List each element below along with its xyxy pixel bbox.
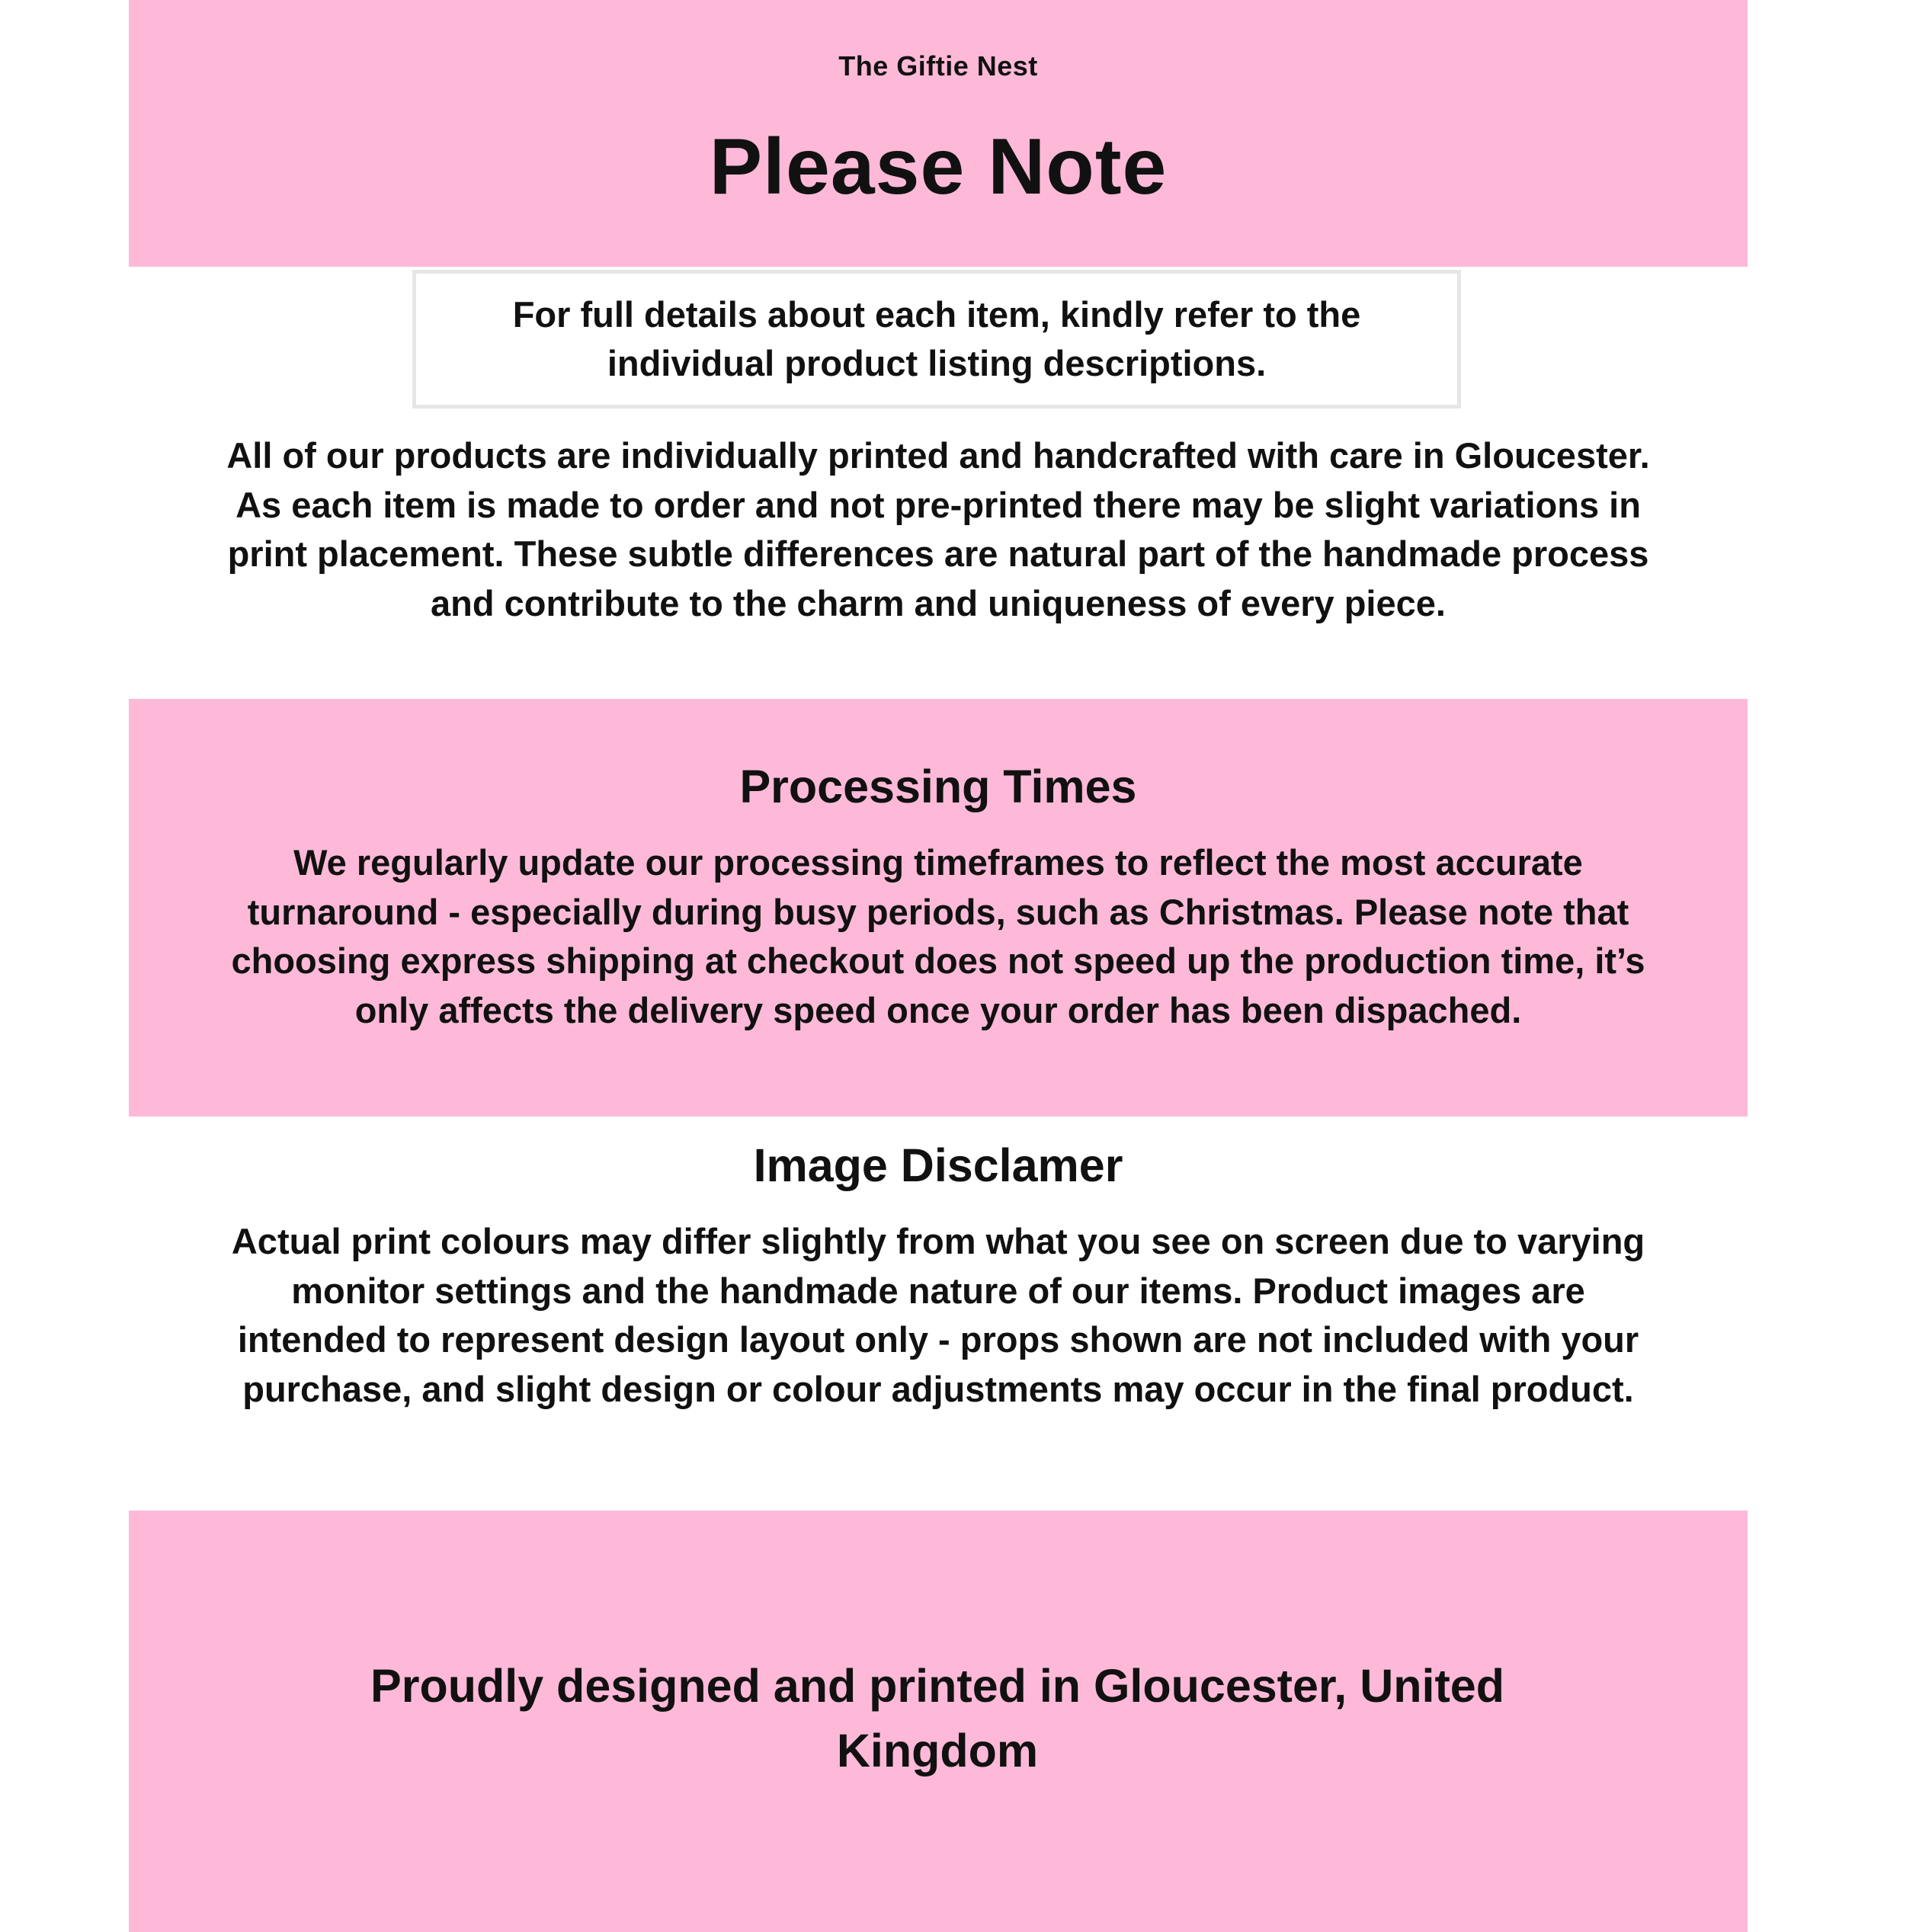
image-disclaimer-title: Image Disclamer (753, 1139, 1123, 1191)
footer-tagline: Proudly designed and printed in Gloucester, United Kingdom (370, 1660, 1504, 1777)
processing-paragraph: We regularly update our processing timeframes to reflect the most accurate turnaround - especially during busy periods, such as Christmas. Please note that choosing express shipping at checkout does not speed up the production time, it’s only affects the delivery speed once your order has been dispached. (231, 842, 1645, 1030)
intro-paragraph: All of our products are individually printed and handcrafted with care in Gloucester. As each item is made to order and not pre-printed there may be slight variations in print placement. These subtle differences are natural part of the handmade process and contribute to the charm and uniqueness of every piece. (226, 435, 1650, 623)
processing-title: Processing Times (739, 761, 1137, 812)
page-title: Please Note (709, 123, 1168, 211)
brand-name: The Giftie Nest (838, 50, 1038, 82)
listing-note-box (412, 270, 1461, 409)
listing-note-text: For full details about each item, kindly refer to the individual product listing descriptions. (512, 294, 1361, 383)
image-disclaimer-paragraph: Actual print colours may differ slightly from what you see on screen due to varying monitor settings and the handmade nature of our items. Product images are intended to represent design layout only - props shown are not included with your purchase, and slight design or colour adjustments may occur in the final product. (231, 1221, 1645, 1409)
